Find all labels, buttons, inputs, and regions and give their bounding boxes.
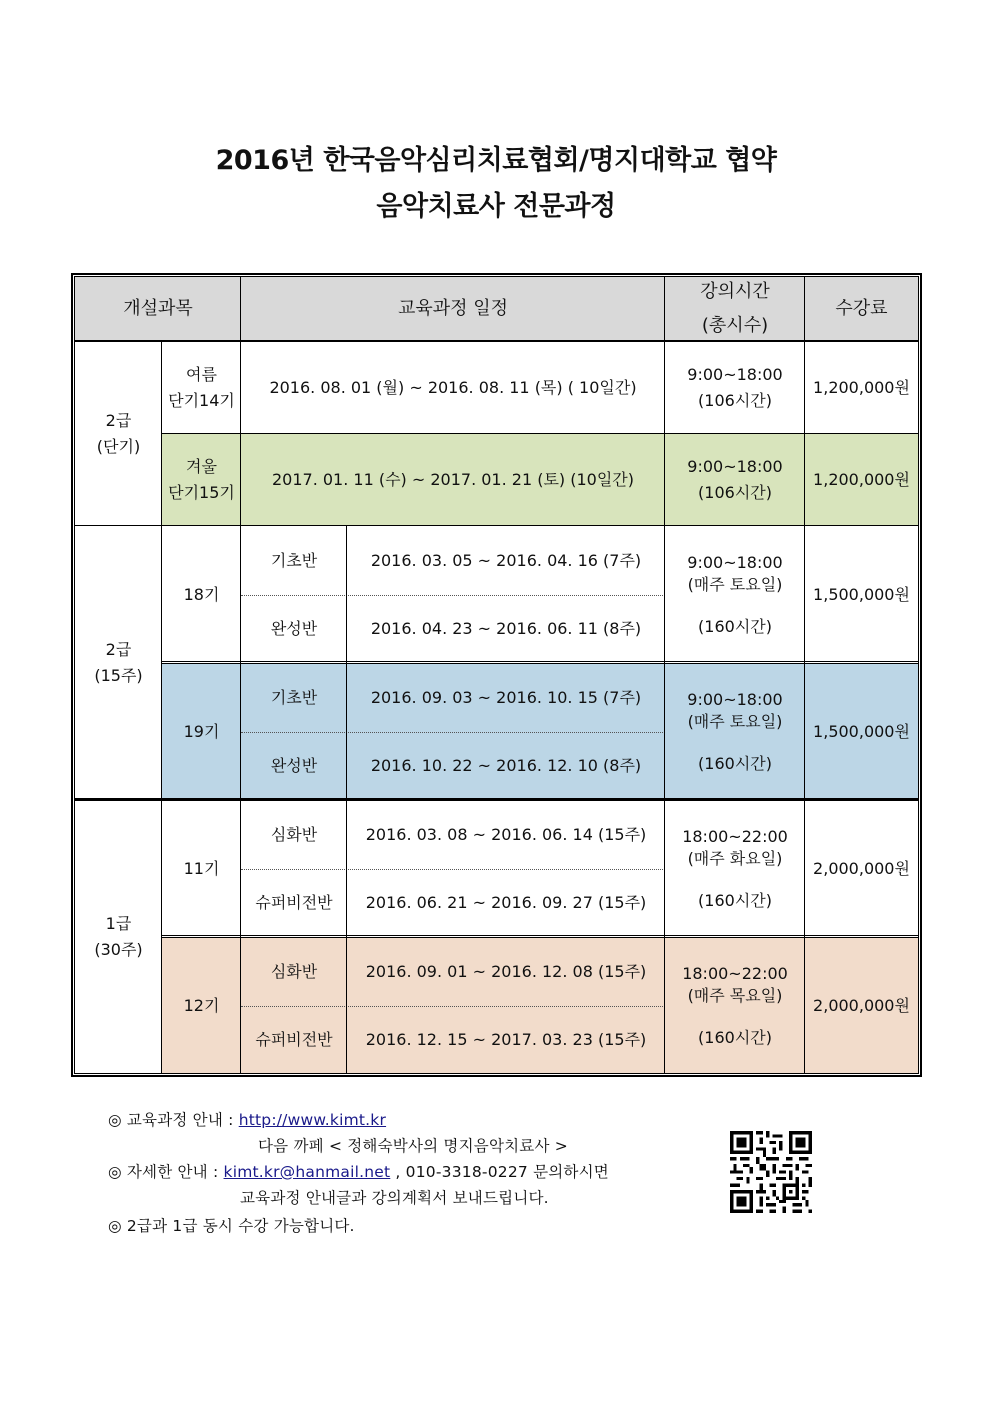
note-line3 [108, 1159, 609, 1185]
winter-hours [665, 434, 805, 526]
time-range: 9:00~18:00 [687, 552, 783, 572]
winter-fee: 1,200,000원 [805, 434, 918, 526]
note-prefix: ◎ 자세한 안내 : [108, 1163, 224, 1181]
note-line4: 교육과정 안내글과 강의계획서 보내드립니다. [240, 1189, 549, 1207]
vline-class [346, 526, 347, 1073]
g12-hours [665, 937, 805, 1074]
time-range: 9:00~18:00 [687, 689, 783, 709]
note-line2: 다음 까페 < 정해숙박사의 명지음악치료사 > [258, 1137, 568, 1155]
total-hours: (106시간) [698, 390, 772, 410]
g18-schedule-a: 2016. 03. 05 ~ 2016. 04. 16 (7주) [370, 550, 642, 570]
vline-hours [804, 276, 805, 1073]
dotted-g18 [241, 595, 665, 596]
g19-fee: 1,500,000원 [805, 663, 918, 800]
class-day: (매주 목요일) [687, 985, 783, 1005]
g18-class-b: 완성반 [270, 619, 318, 638]
dotted-g11 [241, 869, 665, 870]
total-hours: (160시간) [698, 890, 772, 910]
g11-class-b: 슈퍼비전반 [255, 893, 333, 912]
g18-schedule-b: 2016. 04. 23 ~ 2016. 06. 11 (8주) [370, 619, 642, 638]
g19-schedule-a: 2016. 09. 03 ~ 2016. 10. 15 (7주) [347, 663, 665, 732]
total-hours: (160시간) [698, 616, 772, 636]
qr-code-icon[interactable] [730, 1131, 812, 1213]
g19-class-b: 완성반 [241, 732, 347, 800]
summer-course-name [162, 341, 241, 434]
g12-class-a: 심화반 [241, 937, 347, 1006]
total-hours: (160시간) [698, 1027, 772, 1047]
border-inner-top [74, 276, 919, 277]
g11-schedule-a: 2016. 03. 08 ~ 2016. 06. 14 (15주) [365, 824, 647, 844]
g19-hours [665, 663, 805, 800]
g18-hours [665, 526, 805, 663]
border-inner-left [74, 276, 75, 1074]
course-name-line1: 겨울 [186, 457, 217, 476]
note-prefix: ◎ 교육과정 안내 : [108, 1111, 239, 1129]
g12-schedule-a: 2016. 09. 01 ~ 2016. 12. 08 (15주) [347, 937, 665, 1006]
total-hours: (106시간) [698, 483, 772, 502]
grade1-label [75, 800, 162, 1074]
summer-schedule: 2016. 08. 01 (월) ~ 2016. 08. 11 (목) ( 10일간) [269, 377, 637, 397]
class-day: (매주 화요일) [687, 848, 783, 868]
course-table [71, 273, 922, 1077]
divider-header [75, 340, 918, 342]
grade-label: 2급 [105, 640, 132, 659]
summer-hours [665, 341, 805, 434]
note-phone: , 010-3318-0227 문의하시면 [390, 1163, 609, 1181]
header-hours-line1: 강의시간 [700, 281, 770, 302]
dotted-g12 [241, 1006, 665, 1007]
time-range: 9:00~18:00 [687, 364, 783, 384]
g12-schedule-b: 2016. 12. 15 ~ 2017. 03. 23 (15주) [347, 1006, 665, 1074]
g11-name: 11기 [183, 858, 220, 878]
border-inner-bottom [74, 1073, 919, 1074]
summer-fee: 1,200,000원 [813, 377, 910, 397]
g19-schedule-b: 2016. 10. 22 ~ 2016. 12. 10 (8주) [347, 732, 665, 800]
winter-course-name [162, 434, 241, 526]
grade2-short-label [75, 341, 162, 526]
g12-name: 12기 [162, 937, 241, 1074]
class-day: (매주 토요일) [687, 574, 783, 594]
vline-grade [161, 341, 162, 1073]
class-day: (매주 토요일) [687, 711, 783, 731]
header-schedule: 교육과정 일정 [241, 277, 665, 341]
header-fee: 수강료 [805, 277, 918, 341]
grade-label: 2급 [105, 410, 132, 430]
winter-schedule: 2017. 01. 11 (수) ~ 2017. 01. 21 (토) (10일간) [241, 434, 665, 526]
header-hours [665, 277, 805, 341]
vline-course [240, 276, 241, 1073]
note-line5: ◎ 2급과 1급 동시 수강 가능합니다. [108, 1217, 355, 1235]
g12-class-b: 슈퍼비전반 [241, 1006, 347, 1074]
g18-name: 18기 [183, 584, 220, 604]
divider-section2 [75, 798, 918, 801]
header-hours-line2: (총시수) [701, 315, 769, 336]
g19-class-a: 기초반 [241, 663, 347, 732]
vline-schedule [664, 276, 665, 1073]
time-range: 18:00~22:00 [682, 963, 788, 983]
g18-fee: 1,500,000원 [813, 584, 910, 604]
g18-class-a: 기초반 [270, 550, 318, 570]
g11-class-a: 심화반 [270, 824, 318, 844]
header-course: 개설과목 [75, 277, 241, 341]
divider-section1 [75, 525, 918, 526]
time-range: 9:00~18:00 [687, 457, 783, 476]
homepage-link[interactable]: http://www.kimt.kr [238, 1111, 387, 1129]
course-name-line1: 여름 [186, 364, 217, 384]
g12-fee: 2,000,000원 [805, 937, 918, 1074]
g19-name: 19기 [162, 663, 241, 800]
dotted-g19 [241, 732, 665, 733]
page-subtitle: 음악치료사 전문과정 [376, 191, 616, 222]
grade-duration: (15주) [94, 666, 143, 685]
border-inner-right [918, 276, 919, 1074]
grade-duration: (30주) [94, 940, 143, 959]
grade2-15w-label [75, 526, 162, 800]
course-name-line2: 단기15기 [168, 483, 235, 502]
g11-fee: 2,000,000원 [813, 858, 910, 878]
grade-label: 1급 [105, 914, 132, 933]
g11-schedule-b: 2016. 06. 21 ~ 2016. 09. 27 (15주) [365, 893, 647, 912]
page-title: 2016년 한국음악심리치료협회/명지대학교 협약 [215, 145, 777, 176]
g11-hours [665, 800, 805, 937]
course-name-line2: 단기14기 [168, 390, 235, 410]
email-link[interactable]: kimt.kr@hanmail.net [223, 1163, 391, 1181]
note-line1 [108, 1107, 386, 1133]
grade-duration: (단기) [96, 436, 141, 456]
time-range: 18:00~22:00 [682, 826, 788, 846]
total-hours: (160시간) [698, 753, 772, 773]
